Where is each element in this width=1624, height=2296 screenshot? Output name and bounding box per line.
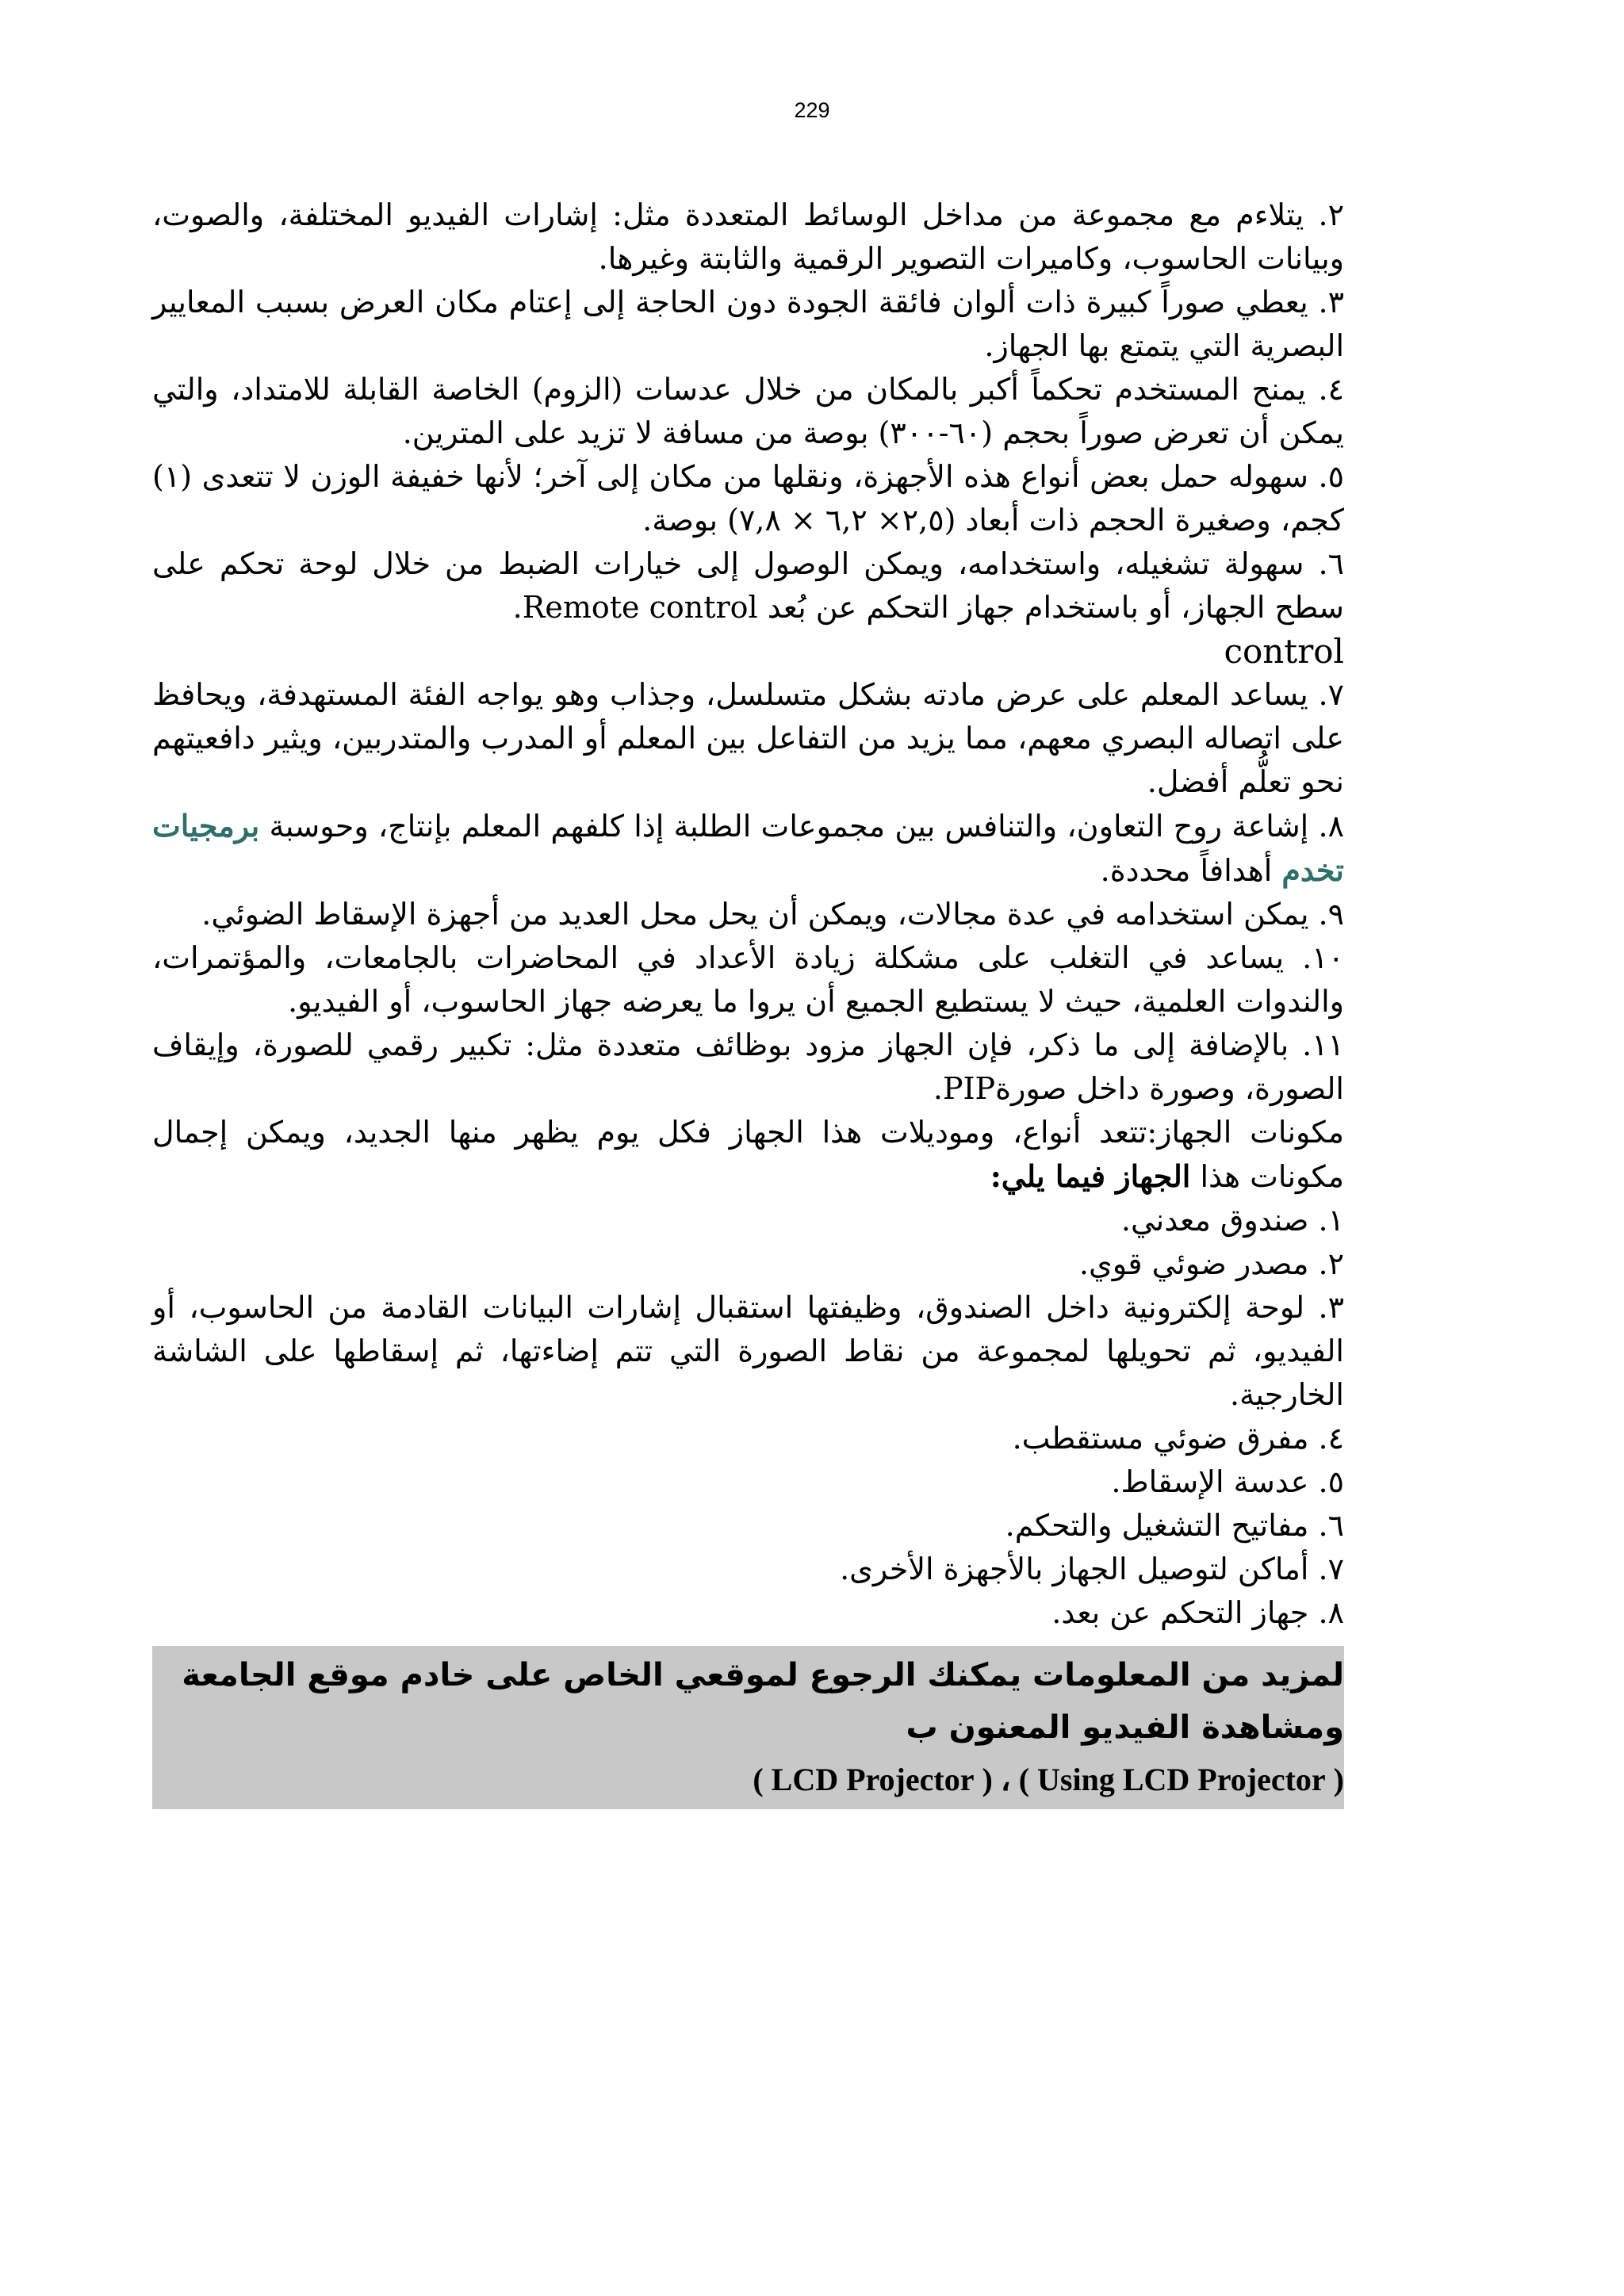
paragraph-item-8 — [152, 804, 1344, 893]
document-body — [152, 193, 1344, 1635]
callout-video-titles: ( Using LCD Projector ) ، ( LCD Projector ) — [753, 1762, 1344, 1797]
component-item: ١. صندوق معدني. — [1120, 1203, 1344, 1238]
paragraph-item-8-start: ٨. إشاعة روح التعاون، والتنافس بين مجموعات الطلبة إذا كلفهم المعلم بإنتاج، وحوسبة — [269, 809, 1344, 844]
paragraph-item-8-end: أهدافاً محددة. — [1100, 853, 1273, 888]
paragraph-item-7: ٧. يساعد المعلم على عرض مادته بشكل متسلسل، وجذاب وهو يواجه الفئة المستهدفة، ويحافظ على اتصاله البصري معهم، مما يزيد من التفاعل بين المعلم أو المدرب والمتدربين، ويثير دافعيتهم نحو تعلُّم أفضل. — [152, 677, 1344, 799]
page-number: 229 — [794, 98, 830, 122]
callout-line-2 — [152, 1701, 1344, 1806]
component-item: ٣. لوحة إلكترونية داخل الصندوق، وظيفتها استقبال إشارات البيانات القادمة من الحاسوب، أو الفيديو، ثم تحويلها لمجموعة من نقاط الصورة التي تتم إضاءتها، ثم إسقاطها على الشاشة الخارجية. — [152, 1290, 1344, 1412]
component-item: ٥. عدسة الإسقاط. — [1111, 1464, 1344, 1499]
components-intro — [152, 1111, 1344, 1199]
paragraph-item-6: ٦. سهولة تشغيله، واستخدامه، ويمكن الوصول إلى خيارات الضبط من خلال لوحة تحكم على سطح الجهاز، أو باستخدام جهاز التحكم عن بُعد Remote control. — [152, 546, 1344, 625]
more-info-callout — [152, 1646, 1344, 1809]
component-item: ٢. مصدر ضوئي قوي. — [1078, 1246, 1344, 1281]
paragraph-item-10: ١٠. يساعد في التغلب على مشكلة زيادة الأعداد في المحاضرات بالجامعات، والمؤتمرات، والندوات العلمية، حيث لا يستطيع الجميع أن يروا ما يعرضه جهاز الحاسوب، أو الفيديو. — [152, 940, 1344, 1019]
paragraph-item-11: ١١. بالإضافة إلى ما ذكر، فإن الجهاز مزود بوظائف متعددة مثل: تكبير رقمي للصورة، وإيقاف الصورة، وصورة داخل صورةPIP. — [152, 1027, 1344, 1106]
paragraph-item-6-extra: control — [1224, 632, 1344, 671]
paragraph-item-9: ٩. يمكن استخدامه في عدة مجالات، ويمكن أن يحل محل العديد من أجهزة الإسقاط الضوئي. — [201, 897, 1344, 932]
callout-line-2-arabic: ومشاهدة الفيديو المعنون ب — [906, 1709, 1344, 1746]
paragraph-item-2: ٢. يتلاءم مع مجموعة من مداخل الوسائط المتعددة مثل: إشارات الفيديو المختلفة، والصوت، وبيانات الحاسوب، وكاميرات التصوير الرقمية والثابتة وغيرها. — [152, 197, 1344, 276]
callout-line-1: لمزيد من المعلومات يمكنك الرجوع لموقعي الخاص على خادم موقع الجامعة — [182, 1657, 1344, 1693]
paragraph-item-4: ٤. يمنح المستخدم تحكماً أكبر بالمكان من خلال عدسات (الزوم) الخاصة القابلة للامتداد، والتي يمكن أن تعرض صوراً بحجم (٦٠-٣٠٠) بوصة من مسافة لا تزيد على المترين. — [152, 372, 1344, 450]
components-intro-text: مكونات الجهاز:تتعد أنواع، وموديلات هذا الجهاز فكل يوم يظهر منها الجديد، ويمكن إجمال مكونات هذا — [152, 1115, 1344, 1194]
component-item: ٧. أماكن لتوصيل الجهاز بالأجهزة الأخرى. — [840, 1552, 1344, 1586]
component-item: ٤. مفرق ضوئي مستقطب. — [1012, 1421, 1344, 1456]
paragraph-item-5: ٥. سهوله حمل بعض أنواع هذه الأجهزة، ونقلها من مكان إلى آخر؛ لأنها خفيفة الوزن لا تتعدى (١) كجم، وصغيرة الحجم ذات أبعاد (٢,٥× ٦,٢ × ٧,٨) بوصة. — [152, 459, 1344, 538]
component-item: ٨. جهاز التحكم عن بعد. — [1051, 1595, 1344, 1630]
paragraph-item-3: ٣. يعطي صوراً كبيرة ذات ألوان فائقة الجودة دون الحاجة إلى إعتام مكان العرض بسبب المعايير البصرية التي يتمتع بها الجهاز. — [152, 285, 1344, 363]
component-item: ٦. مفاتيح التشغيل والتحكم. — [1005, 1508, 1344, 1543]
components-intro-bold: الجهاز فيما يلي: — [990, 1158, 1191, 1194]
highlighted-term: برمجيات تخدم — [152, 808, 1344, 888]
